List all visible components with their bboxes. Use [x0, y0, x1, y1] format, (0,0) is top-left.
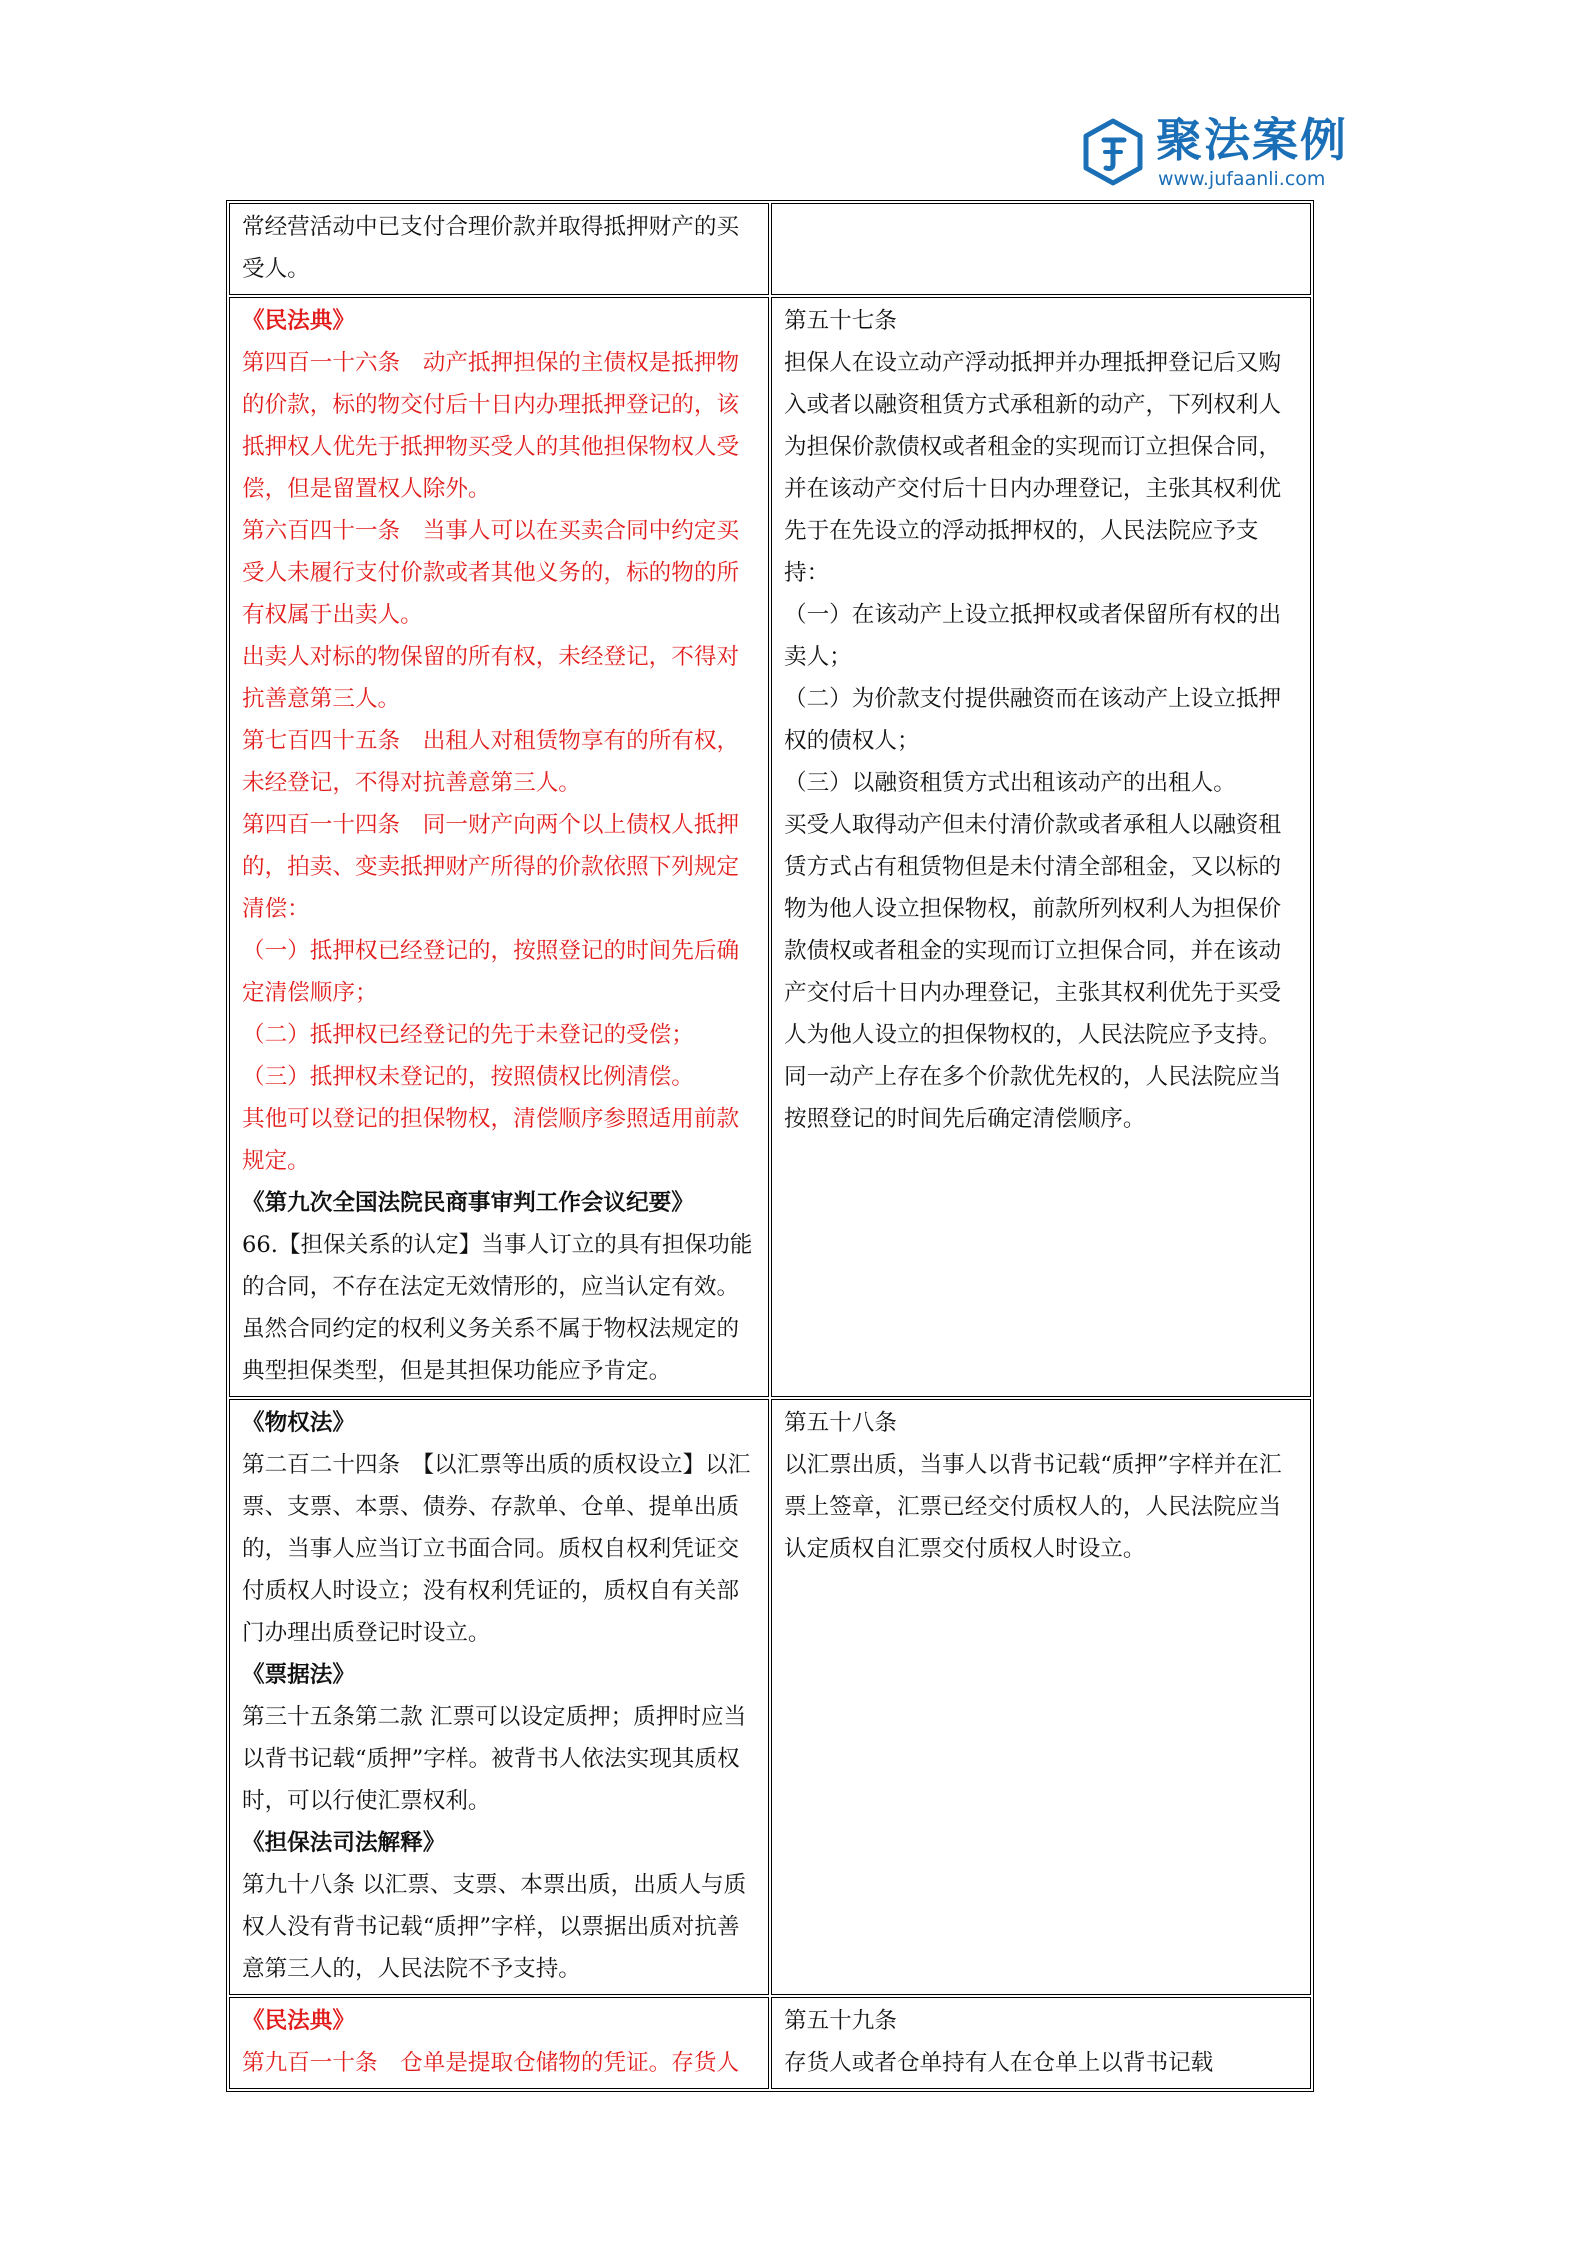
right-paragraph: 同一动产上存在多个价款优先权的，人民法院应当按照登记的时间先后确定清偿顺序。: [784, 1064, 1282, 1132]
left-paragraph: 常经营活动中已支付合理价款并取得抵押财产的买受人。: [242, 214, 740, 282]
right-paragraph: 担保人在设立动产浮动抵押并办理抵押登记后又购入或者以融资租赁方式承租新的动产，下列权利人为担保价款债权或者租金的实现而订立担保合同，并在该动产交付后十日内办理登记，主张其权利优先于在先设立的浮动抵押权的，人民法院应予支持：: [784, 350, 1282, 586]
left-paragraph: （一）抵押权已经登记的，按照登记的时间先后确定清偿顺序；: [242, 938, 740, 1006]
logo-url: www.jufaanli.com: [1158, 168, 1326, 190]
right-cell: [771, 1997, 1311, 2089]
logo-hexagon-icon: [1082, 118, 1144, 186]
left-paragraph: （二）抵押权已经登记的先于未登记的受偿；: [242, 1022, 694, 1048]
left-paragraph: 《民法典》: [242, 2008, 355, 2034]
right-paragraph: （二）为价款支付提供融资而在该动产上设立抵押权的债权人；: [784, 686, 1282, 754]
left-cell: [229, 297, 769, 1397]
left-cell: [229, 203, 769, 295]
comparison-table: [226, 200, 1314, 2092]
left-paragraph: 第三十五条第二款 汇票可以设定质押；质押时应当以背书记载“质押”字样。被背书人依法实现其质权时，可以行使汇票权利。: [242, 1704, 747, 1814]
site-logo: [1082, 112, 1362, 194]
left-paragraph: 《票据法》: [242, 1662, 355, 1688]
right-paragraph: 第五十九条: [784, 2008, 897, 2034]
logo-title: 聚法案例: [1156, 113, 1348, 167]
right-cell: [771, 203, 1311, 295]
left-paragraph: 其他可以登记的担保物权，清偿顺序参照适用前款规定。: [242, 1106, 740, 1174]
right-paragraph: 买受人取得动产但未付清价款或者承租人以融资租赁方式占有租赁物但是未付清全部租金，又以标的物为他人设立担保物权，前款所列权利人为担保价款债权或者租金的实现而订立担保合同，并在该动产交付后十日内办理登记，主张其权利优先于买受人为他人设立的担保物权的，人民法院应予支持。: [784, 812, 1282, 1048]
right-paragraph: 以汇票出质，当事人以背书记载“质押”字样并在汇票上签章，汇票已经交付质权人的，人民法院应当认定质权自汇票交付质权人时设立。: [784, 1452, 1282, 1562]
left-paragraph: 出卖人对标的物保留的所有权，未经登记，不得对抗善意第三人。: [242, 644, 740, 712]
right-cell: [771, 1399, 1311, 1995]
left-paragraph: 第九百一十条 仓单是提取仓储物的凭证。存货人: [242, 2050, 740, 2076]
table-row: [229, 297, 1311, 1397]
left-paragraph: （三）抵押权未登记的，按照债权比例清偿。: [242, 1064, 694, 1090]
right-paragraph: 第五十七条: [784, 308, 897, 334]
left-paragraph: 第四百一十六条 动产抵押担保的主债权是抵押物的价款，标的物交付后十日内办理抵押登记的，该抵押权人优先于抵押物买受人的其他担保物权人受偿，但是留置权人除外。: [242, 350, 740, 502]
left-paragraph: 第六百四十一条 当事人可以在买卖合同中约定买受人未履行支付价款或者其他义务的，标的物的所有权属于出卖人。: [242, 518, 740, 628]
table-row: [229, 1399, 1311, 1995]
right-cell: [771, 297, 1311, 1397]
left-paragraph: 第二百二十四条 【以汇票等出质的质权设立】以汇票、支票、本票、债券、存款单、仓单、提单出质的，当事人应当订立书面合同。质权自权利凭证交付质权人时设立；没有权利凭证的，质权自有关部门办理出质登记时设立。: [242, 1452, 751, 1646]
left-paragraph: 《物权法》: [242, 1410, 355, 1436]
left-paragraph: 第七百四十五条 出租人对租赁物享有的所有权，未经登记，不得对抗善意第三人。: [242, 728, 740, 796]
left-cell: [229, 1997, 769, 2089]
left-paragraph: 《民法典》: [242, 308, 355, 334]
left-paragraph: 第九十八条 以汇票、支票、本票出质，出质人与质权人没有背书记载“质押”字样，以票据出质对抗善意第三人的，人民法院不予支持。: [242, 1872, 747, 1982]
left-paragraph: 《第九次全国法院民商事审判工作会议纪要》: [242, 1190, 694, 1216]
right-paragraph: （一）在该动产上设立抵押权或者保留所有权的出卖人；: [784, 602, 1282, 670]
right-paragraph: 存货人或者仓单持有人在仓单上以背书记载: [784, 2050, 1214, 2076]
left-paragraph: 第四百一十四条 同一财产向两个以上债权人抵押的，拍卖、变卖抵押财产所得的价款依照下列规定清偿：: [242, 812, 740, 922]
table-row: [229, 203, 1311, 295]
right-paragraph: （三）以融资租赁方式出租该动产的出租人。: [784, 770, 1236, 796]
left-paragraph: 《担保法司法解释》: [242, 1830, 446, 1856]
left-paragraph: 66.【担保关系的认定】当事人订立的具有担保功能的合同，不存在法定无效情形的，应当认定有效。虽然合同约定的权利义务关系不属于物权法规定的典型担保类型，但是其担保功能应予肯定。: [242, 1232, 753, 1384]
left-cell: [229, 1399, 769, 1995]
right-paragraph: 第五十八条: [784, 1410, 897, 1436]
table-row: [229, 1997, 1311, 2089]
